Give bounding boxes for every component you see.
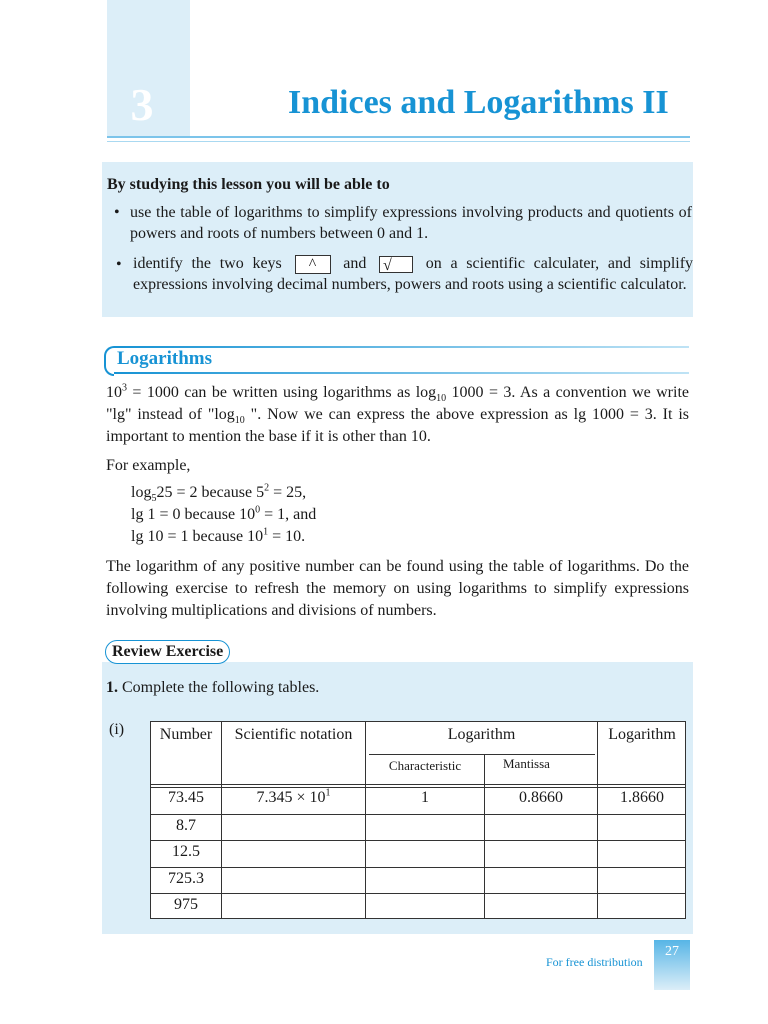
table-rule — [151, 867, 685, 868]
paragraph-intro: $10^3 = 1000$ can be written using logarithms as $\log_{10} 1000 = 3$. As a convention we write "lg" instead of "$\log_{10}$ ". Now we can express the above expression as lg 1000 = 3. It is important to mention the base if it is other than 10. — [106, 382, 689, 445]
table-header-logarithm: Logarithm — [447, 726, 516, 743]
table-cell-mantissa: 0.8660 — [519, 789, 563, 806]
chapter-title: Indices and Logarithms II — [288, 84, 669, 121]
review-exercise-label: Review Exercise — [105, 640, 230, 664]
table-rule — [151, 840, 685, 841]
table-header-number: Number — [159, 726, 213, 743]
question-1: 1. Complete the following tables. — [106, 679, 320, 696]
table-header-mantissa: Mantissa — [503, 756, 550, 771]
table-cell-number: 12.5 — [172, 843, 200, 860]
section-title: Logarithms — [117, 348, 212, 369]
heading-line-bottom — [114, 372, 689, 374]
for-example-label: For example, — [106, 457, 191, 474]
table-rule — [151, 893, 685, 894]
table-divider — [221, 722, 222, 918]
table-divider — [365, 722, 366, 918]
table-cell-scientific: $7.345 \times 10^1$ — [256, 787, 331, 806]
objective-item-2-text: identify the two keys — [133, 255, 282, 272]
page-number: 27 — [665, 944, 679, 959]
table-cell-number: 8.7 — [176, 817, 196, 834]
table-cell-characteristic: 1 — [421, 789, 429, 806]
header-rule-thin — [107, 141, 690, 142]
chapter-number: 3 — [130, 79, 154, 130]
part-label: (i) — [109, 721, 125, 738]
table-rule — [151, 787, 685, 788]
footer-distribution-note: For free distribution — [546, 955, 643, 969]
table-cell-number: 73.45 — [168, 789, 204, 806]
objectives-intro: By studying this lesson you will be able to — [107, 176, 390, 193]
table-cell-number: 725.3 — [168, 870, 204, 887]
objective-item-1: use the table of logarithms to simplify expressions involving products and quotients of powers and roots of numbers between 0 and 1. — [130, 204, 692, 242]
objective-item-2-rest: on a scientific calculater, and simplify expressions involving decimal numbers, powers and roots using a scientific calculator. — [133, 255, 694, 293]
table-cell-number: 975 — [174, 896, 198, 913]
table-header-logarithm-2: Logarithm — [608, 726, 676, 743]
bullet-icon: • — [116, 256, 122, 273]
example-1: $\log_525 = 2$ because $5^2 = 25$, — [131, 482, 307, 505]
bullet-icon: • — [114, 204, 120, 221]
example-2: lg 1 = 0 because $10^0 = 1$, and — [131, 504, 317, 523]
header-rule — [107, 136, 690, 138]
heading-bracket — [104, 346, 114, 376]
table-rule — [151, 814, 685, 815]
section-heading — [104, 344, 689, 374]
table-header-scientific: Scientific notation — [234, 726, 353, 743]
table-rule — [151, 784, 685, 785]
table-header-characteristic: Characteristic — [388, 758, 462, 773]
table-divider — [597, 722, 598, 918]
paragraph-logarithm-table: The logarithm of any positive number can be found using the table of logarithms. Do the following exercise to refresh the memory on using logarithms to simplify expressions involving multiplications and divisions of numbers. — [106, 558, 689, 619]
caret-key-icon: ^ — [295, 255, 331, 274]
table-cell-logarithm: 1.8660 — [620, 789, 664, 806]
objective-item-2 — [133, 253, 693, 295]
objective-item-2-and: and — [343, 255, 367, 272]
logarithm-table — [150, 721, 686, 919]
table-rule — [369, 754, 595, 755]
sqrt-key-icon: √ — [379, 256, 413, 273]
example-3: lg 10 = 1 because $10^1 = 10$. — [131, 526, 306, 545]
